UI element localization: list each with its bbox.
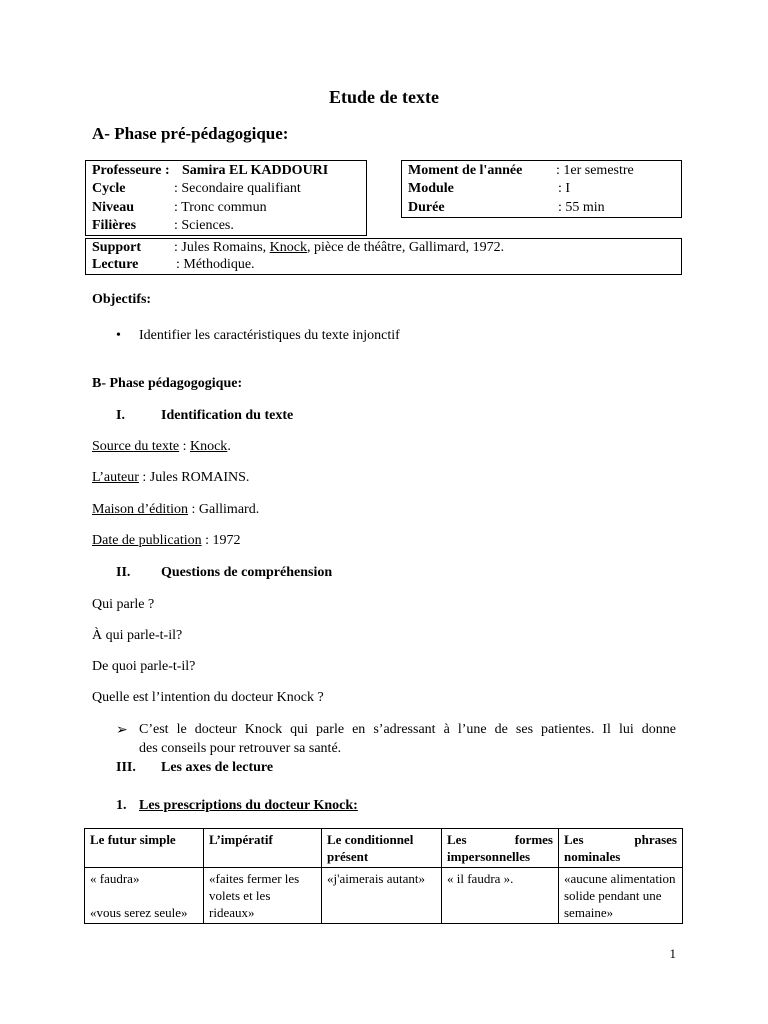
auteur-value: : Jules ROMAINS. — [138, 470, 250, 485]
info-value: : 55 min — [558, 200, 605, 215]
page-title: Etude de texte — [329, 87, 439, 107]
answer-line-2: des conseils pour retrouver sa santé. — [139, 741, 342, 756]
table-cell: «aucune alimentation solide pendant une semaine» — [559, 868, 683, 924]
info-value: : Tronc commun — [174, 200, 267, 215]
section-3-number: III. — [116, 760, 136, 775]
auteur-line — [92, 470, 249, 486]
support-value-pre: : Jules Romains, — [174, 240, 270, 255]
info-label: Durée — [408, 200, 445, 215]
table-cell: « il faudra ». — [442, 868, 559, 924]
table-row — [85, 868, 683, 924]
section-1-number: I. — [116, 408, 125, 423]
lecture-value: : Méthodique. — [176, 257, 255, 272]
subsection-1-number: 1. — [116, 798, 127, 813]
info-value: : Secondaire qualifiant — [174, 181, 301, 196]
page-number: 1 — [669, 946, 676, 961]
question-3: De quoi parle-t-il? — [92, 659, 196, 674]
maison-value: : Gallimard. — [188, 502, 260, 517]
maison-line — [92, 502, 259, 518]
section-1-title: Identification du texte — [161, 408, 294, 423]
info-value: Samira EL KADDOURI — [182, 163, 329, 178]
objectifs-heading: Objectifs: — [92, 292, 152, 307]
table-header-cell: Les phrases nominales — [559, 829, 683, 868]
lecture-label: Lecture — [92, 257, 139, 272]
date-line — [92, 533, 241, 549]
cell-line: «vous serez seule» — [90, 905, 188, 920]
info-label: Professeure : — [92, 163, 170, 178]
table-header-row — [85, 829, 683, 868]
info-label: Filières — [92, 218, 137, 233]
table-header-cell: Les formes impersonnelles — [442, 829, 559, 868]
source-label: Source du texte — [92, 439, 180, 454]
subsection-1-title: Les prescriptions du docteur Knock: — [139, 798, 358, 813]
question-2: À qui parle-t-il? — [92, 628, 183, 643]
section-2-number: II. — [116, 565, 131, 580]
question-4: Quelle est l’intention du docteur Knock ? — [92, 690, 324, 705]
info-value: : I — [558, 181, 571, 196]
info-label: Niveau — [92, 200, 134, 215]
table-header-cell: Le conditionnel présent — [322, 829, 442, 868]
source-line — [92, 439, 231, 455]
answer-line-1 — [139, 722, 676, 738]
cell-line: « faudra» — [90, 871, 140, 886]
table-cell: «j'aimerais autant» — [322, 868, 442, 924]
arrow-bullet-icon: ➢ — [116, 723, 128, 738]
info-value: : 1er semestre — [556, 163, 634, 178]
table-header-cell: L’impératif — [204, 829, 322, 868]
support-value-post: , pièce de théâtre, Gallimard, 1972. — [307, 240, 505, 255]
info-label: Module — [408, 181, 454, 196]
table-cell: «faites fermer les volets et les rideaux» — [204, 868, 322, 924]
phase-a-heading: A- Phase pré-pédagogique: — [92, 124, 289, 143]
table-cell — [85, 868, 204, 924]
source-end: . — [227, 439, 231, 454]
prescriptions-table — [84, 828, 683, 924]
date-label: Date de publication — [92, 533, 202, 548]
support-value — [174, 239, 504, 257]
auteur-label: L’auteur — [92, 470, 139, 485]
objectif-item: Identifier les caractéristiques du texte injonctif — [139, 328, 400, 343]
answer-line-1-text: C’est le docteur Knock qui parle en s’adressant à l’une de ses patientes. Il lui donne — [139, 722, 676, 737]
bullet-dot-icon: • — [116, 328, 121, 343]
phase-b-heading: B- Phase pédagogogique: — [92, 376, 243, 391]
source-sep: : — [179, 439, 190, 454]
section-2-title: Questions de compréhension — [161, 565, 333, 580]
source-value: Knock — [189, 439, 228, 454]
support-label: Support — [92, 240, 142, 255]
maison-label: Maison d’édition — [92, 502, 189, 517]
question-1: Qui parle ? — [92, 597, 155, 612]
date-value: : 1972 — [201, 533, 241, 548]
section-3-title: Les axes de lecture — [161, 760, 274, 775]
support-value-title: Knock — [269, 240, 307, 255]
info-label: Moment de l'année — [408, 163, 523, 178]
table-header-cell: Le futur simple — [85, 829, 204, 868]
info-value: : Sciences. — [174, 218, 234, 233]
info-label: Cycle — [92, 181, 126, 196]
